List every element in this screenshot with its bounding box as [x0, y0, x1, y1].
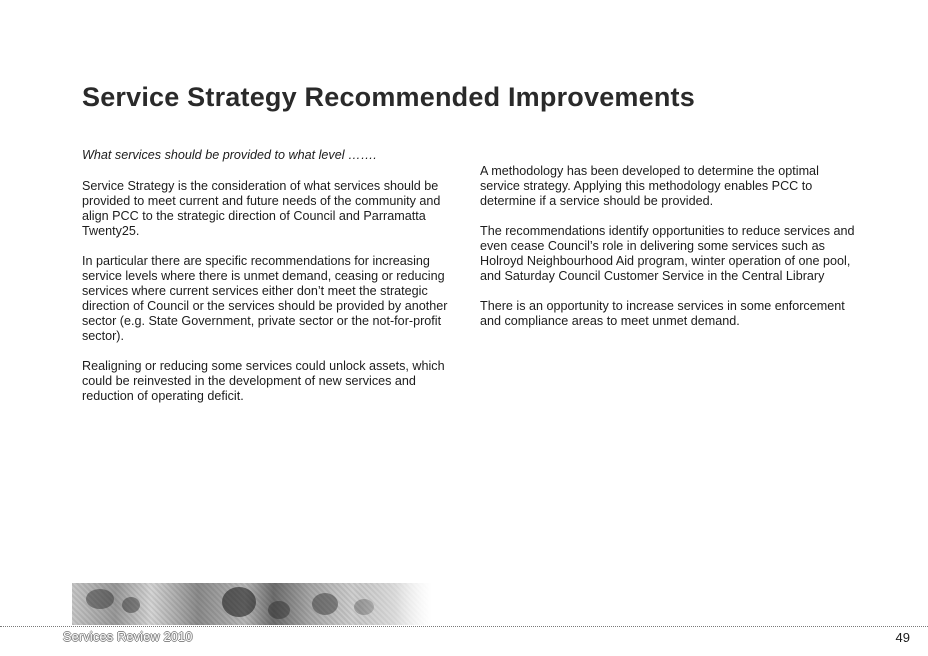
paragraph-reduce-services: The recommendations identify opportunities to reduce services and even cease Council’s role in delivering some services such as Holroyd Neighbourhood Aid program, winter operation of one pool, and Saturday Council Customer Service in the Central Library	[480, 224, 855, 283]
footer-report-title: Services Review 2010	[63, 630, 193, 644]
footer-divider	[0, 626, 928, 627]
footer-photo-collage	[72, 583, 432, 625]
paragraph-recommendations: In particular there are specific recommendations for increasing service levels where there is unmet demand, ceasing or reducing services where current services either don’t meet the strategic direction of Council or the services should be provided by another sector (e.g. State Government, private sector or the not-for-profit sector).	[82, 254, 448, 343]
paragraph-realigning: Realigning or reducing some services could unlock assets, which could be reinvested in the development of new services and reduction of operating deficit.	[82, 359, 445, 403]
paragraph-methodology: A methodology has been developed to determine the optimal service strategy. Applying this methodology enables PCC to determine if a service should be provided.	[480, 164, 819, 208]
right-column	[480, 164, 855, 344]
intro-question: What services should be provided to what level …….	[82, 148, 377, 162]
page-number: 49	[895, 630, 910, 645]
left-column	[82, 148, 457, 419]
page-title: Service Strategy Recommended Improvements	[82, 82, 695, 112]
paragraph-increase-services: There is an opportunity to increase services in some enforcement and compliance areas to meet unmet demand.	[480, 299, 845, 328]
paragraph-service-strategy: Service Strategy is the consideration of what services should be provided to meet current and future needs of the community and align PCC to the strategic direction of Council and Parramatta Twenty25.	[82, 179, 441, 238]
